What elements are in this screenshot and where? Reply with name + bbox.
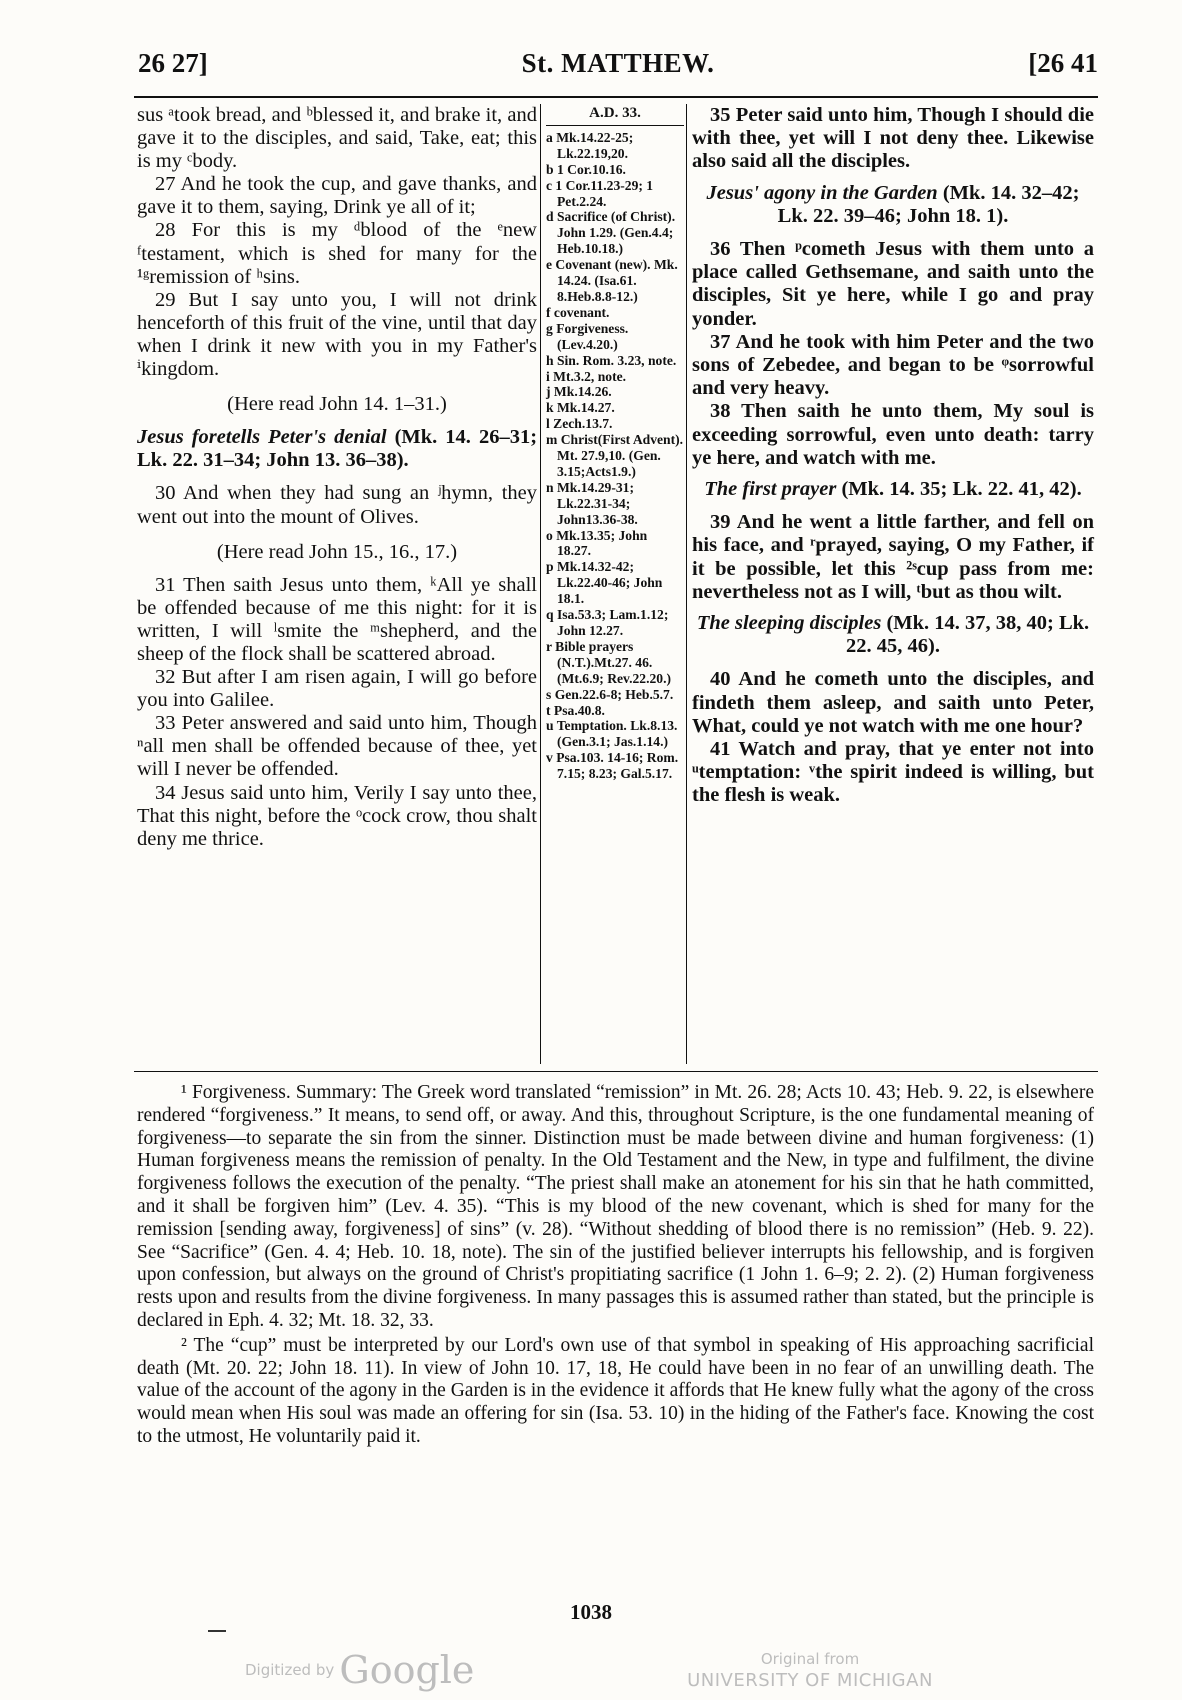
digitizer-logo: Google: [339, 1648, 475, 1692]
cross-reference: e Covenant (new). Mk. 14.24. (Isa.61. 8.Heb.8.8-12.): [546, 257, 678, 304]
year-label: A.D. 33.: [546, 106, 684, 126]
right-text-column: [692, 104, 1094, 808]
section-heading-references: (Mk. 14. 26–31; Lk. 22. 31–34; John 13. 36–38).: [137, 426, 538, 472]
reading-note: (Here read John 14. 1–31.): [227, 393, 447, 416]
section-heading-references: (Mk. 14. 32–42; Lk. 22. 39–46; John 18. 1).: [777, 181, 1080, 227]
digitized-by-label: Digitized by: [245, 1661, 335, 1679]
header-verse-end: [26 41: [1028, 48, 1098, 78]
cross-reference: f covenant.: [546, 304, 610, 320]
section-heading-references: (Mk. 14. 35; Lk. 22. 41, 42).: [841, 478, 1082, 501]
cross-reference: l Zech.13.7.: [546, 416, 613, 432]
column-divider-right: [686, 104, 687, 1064]
verse: 36 Then ᵖcometh Jesus with them unto a place called Gethsemane, and saith unto the disciples, Sit ye here, while I go and pray yonder.: [692, 238, 1094, 330]
verse: sus ᵃtook bread, and ᵇblessed it, and brake it, and gave it to the disciples, and said, Take, eat; this is my ᶜbody.: [137, 104, 537, 173]
cross-reference: h Sin. Rom. 3.23, note.: [546, 352, 677, 368]
digitized-watermark: [245, 1648, 474, 1692]
column-divider-left: [540, 104, 541, 1064]
verse: 33 Peter answered and said unto him, Though ⁿall men shall be offended because of thee, yet will I never be offended.: [137, 712, 537, 781]
running-header: [138, 48, 1098, 88]
verse: 27 And he took the cup, and gave thanks, and gave it to them, saying, Drink ye all of it;: [137, 173, 537, 219]
section-heading: [692, 612, 1094, 658]
cross-reference: s Gen.22.6-8; Heb.5.7.: [546, 686, 674, 702]
cross-reference: j Mk.14.26.: [546, 384, 612, 400]
section-heading: [692, 182, 1094, 228]
verse: 30 And when they had sung an ʲhymn, they went out into the mount of Olives.: [137, 482, 537, 528]
verse: 37 And he took with him Peter and the two sons of Zebedee, and began to be ᵠsorrowful and very heavy.: [692, 330, 1094, 400]
cross-reference: i Mt.3.2, note.: [546, 368, 627, 384]
footnote-rule: [134, 1071, 1098, 1072]
section-heading-title: Jesus foretells Peter's denial: [137, 426, 387, 449]
verse: 31 Then saith Jesus unto them, ᵏAll ye shall be offended because of me this night: for it is written, I will ˡsmite the ᵐshepherd, and the sheep of the flock shall be scattered abroad.: [137, 573, 537, 665]
margin-mark: [208, 1630, 226, 1632]
cross-reference: u Temptation. Lk.8.13. (Gen.3.1; Jas.1.14.): [546, 718, 678, 750]
cross-reference: c 1 Cor.11.23-29; 1 Pet.2.24.: [546, 177, 654, 209]
verse: 41 Watch and pray, that ye enter not into ᵘtemptation: ᵛthe spirit indeed is willing, but the flesh is weak.: [692, 738, 1094, 807]
cross-reference: t Psa.40.8.: [546, 702, 605, 718]
footnote: ¹ Forgiveness. Summary: The Greek word translated “remission” in Mt. 26. 28; Acts 10. 43; Heb. 9. 22, is elsewhere rendered “forgiveness.” It means, to send off, or away. And this, throughout Scripture, is the one fundamental meaning of forgiveness—to separate the sin from the sinner. Distinction must be made between divine and human forgiveness: (1) Human forgiveness means the remission of penalty. In the Old Testament and the New, in type and fulfilment, the divine forgiveness follows the execution of the penalty. “The priest shall make an atonement for his sin that he hath committed, and it shall be forgiven him” (Lev. 4. 35). “This is my blood of the new covenant, which is shed for many for the remission [sending away, forgiveness] of sins” (v. 28). “Without shedding of blood there is no remission” (Heb. 9. 22). See “Sacrifice” (Gen. 4. 4; Heb. 10. 18, note). The sin of the justified believer interrupts his fellowship, and is forgiven upon confession, but always on the ground of Christ's propitiating sacrifice (1 John 1. 6–9; 2. 2). (2) Human forgiveness rests upon and results from the divine forgiveness. In many passages this is assumed rather than stated, but the principle is declared in Eph. 4. 32; Mt. 18. 32, 33.: [137, 1082, 1094, 1331]
section-heading-references: (Mk. 14. 37, 38, 40; Lk. 22. 45, 46).: [846, 612, 1090, 658]
header-book-title: St. MATTHEW.: [521, 48, 715, 78]
left-text-column: [137, 104, 537, 851]
cross-reference: r Bible prayers (N.T.).Mt.27. 46. (Mt.6.9; Rev.22.20.): [546, 638, 672, 686]
verse: 35 Peter said unto him, Though I should die with thee, yet will I not deny thee. Likewise also said all the disciples.: [692, 104, 1094, 173]
cross-reference: g Forgiveness. (Lev.4.20.): [546, 320, 629, 352]
cross-reference-column: [546, 106, 684, 782]
verse: 34 Jesus said unto him, Verily I say unto thee, That this night, before the ᵒcock crow, thou shalt deny me thrice.: [137, 781, 537, 850]
cross-reference: d Sacrifice (of Christ). John 1.29. (Gen.4.4; Heb.10.18.): [546, 209, 676, 257]
header-rule: [134, 96, 1098, 98]
section-heading-title: The sleeping disciples: [696, 612, 882, 635]
verse: 32 But after I am risen again, I will go before you into Galilee.: [137, 666, 537, 712]
cross-reference: q Isa.53.3; Lam.1.12; John 12.27.: [546, 607, 669, 638]
cross-reference: a Mk.14.22-25; Lk.22.19,20.: [546, 129, 634, 161]
footnote: ² The “cup” must be interpreted by our Lord's own use of that symbol in speaking of His approaching sacrificial death (Mt. 20. 22; John 18. 11). In view of John 10. 17, 18, He could have been in no fear of an unwilling death. The value of the account of the agony in the Garden is in the evidence it affords that He knew fully what the agony of the cross would mean when His soul was made an offering for sin (Isa. 53. 10) in the hiding of the Father's face. Knowing the cost to the utmost, He voluntarily paid it.: [137, 1334, 1094, 1447]
section-heading-title: Jesus' agony in the Garden: [706, 181, 938, 204]
reading-note: (Here read John 15., 16., 17.): [216, 540, 458, 563]
cross-reference: n Mk.14.29-31; Lk.22.31-34; John13.36-38.: [546, 479, 638, 527]
section-heading: [692, 478, 1094, 501]
verse: 39 And he went a little farther, and fell on his face, and ʳprayed, saying, O my Father, if it be possible, let this ²ˢcup pass from me: nevertheless not as I will, ᵗbut as thou wilt.: [692, 511, 1094, 603]
header-verse-start: 26 27]: [138, 48, 208, 78]
cross-reference: p Mk.14.32-42; Lk.22.40-46; John 18.1.: [546, 559, 663, 607]
footnotes: [137, 1082, 1094, 1449]
section-heading-title: The first prayer: [704, 478, 837, 501]
page-number: 1038: [570, 1600, 612, 1624]
cross-reference: v Psa.103. 14-16; Rom. 7.15; 8.23; Gal.5.17.: [546, 750, 679, 782]
cross-reference: b 1 Cor.10.16.: [546, 161, 626, 177]
origin-label: Original from: [760, 1650, 860, 1668]
origin-institution: UNIVERSITY OF MICHIGAN: [687, 1670, 933, 1691]
cross-reference: k Mk.14.27.: [546, 400, 615, 416]
verse: 40 And he cometh unto the disciples, and findeth them asleep, and saith unto Peter, What, could ye not watch with me one hour?: [692, 668, 1094, 737]
cross-reference: m Christ(First Advent). Mt. 27.9,10. (Gen. 3.15;Acts1.9.): [546, 432, 684, 479]
origin-watermark: [660, 1648, 960, 1692]
section-heading: [137, 426, 537, 472]
verse: 28 For this is my ᵈblood of the ᵉnew ᶠtestament, which is shed for many for the ¹ᵍremission of ʰsins.: [137, 219, 537, 288]
cross-reference: o Mk.13.35; John 18.27.: [546, 527, 648, 559]
verse: 38 Then saith he unto them, My soul is exceeding sorrowful, even unto death: tarry ye here, and watch with me.: [692, 400, 1094, 469]
verse: 29 But I say unto you, I will not drink henceforth of this fruit of the vine, until that day when I drink it new with you in my Father's ⁱkingdom.: [137, 288, 537, 381]
